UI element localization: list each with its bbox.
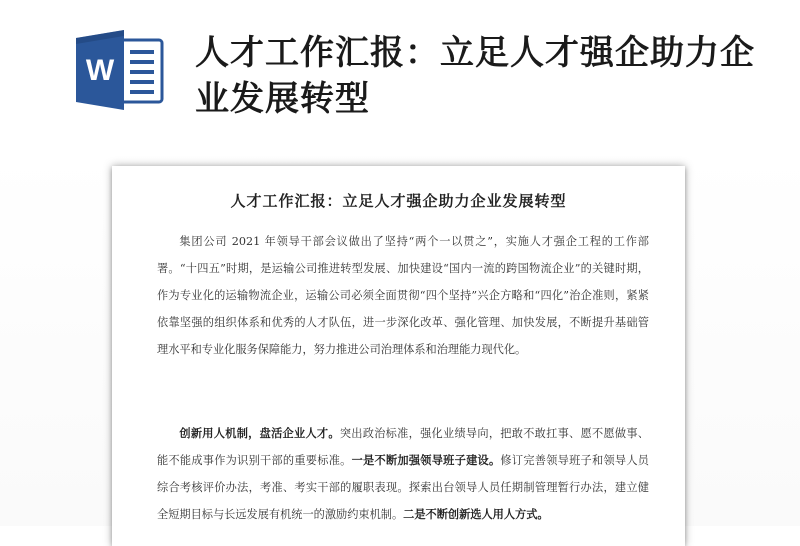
paragraph-2-text1: 突出政治标准，强化业绩导向，把敢不敢扛事、愿不愿做事、能不能成事作为识别干部的重要标准。 [157, 427, 649, 467]
document-page [112, 166, 685, 546]
paragraph-2-point1: 一是不断加强领导班子建设。 [351, 453, 501, 467]
word-document-icon [76, 30, 164, 110]
banner-title: 人才工作汇报：立足人才强企助力企业发展转型 [195, 33, 755, 119]
paragraph-2 [157, 420, 649, 528]
paragraph-2-lead: 创新用人机制，盘活企业人才。 [179, 426, 340, 440]
paragraph-1: 集团公司 2021 年领导干部会议做出了坚持“两个一以贯之”，实施人才强企工程的工作部署。“十四五”时期，是运输公司推进转型发展、加快建设“国内一流的跨国物流企业”的关键时期，作为专业化的运输物流企业，运输公司必须全面贯彻“四个坚持”兴企方略和“四化”治企准则，紧紧依靠坚强的组织体系和优秀的人才队伍，进一步深化改革、强化管理、加快发展，不断提升基础管理水平和专业化服务保障能力，努力推进公司治理体系和治理能力现代化。 [157, 235, 649, 356]
document-title: 人才工作汇报：立足人才强企助力企业发展转型 [230, 192, 567, 210]
paragraph-2-point2: 二是不断创新选人用人方式。 [403, 507, 549, 521]
paragraph-2-text2: 修订完善领导班子和领导人员综合考核评价办法，考准、考实干部的履职表现。探索出台领导人员任期制管理暂行办法，建立健全短期目标与长远发展有机统一的激励约束机制。 [157, 454, 649, 521]
banner [0, 0, 800, 150]
svg-text:W: W [85, 54, 115, 87]
